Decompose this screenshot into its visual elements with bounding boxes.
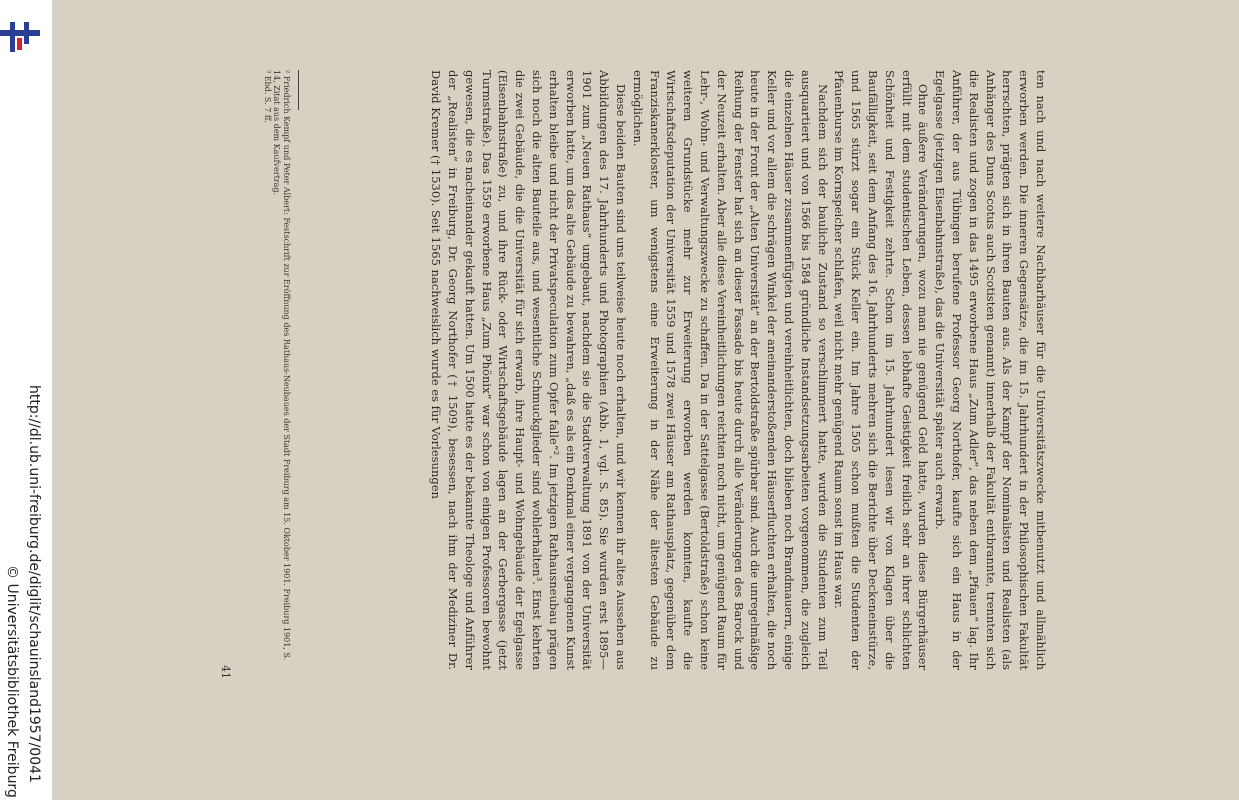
page-content-rotated — [52, 0, 1239, 740]
paragraph: Nachdem sich der bauliche Zustand so verschlimmert hatte, wurden die Studenten zum Teil ausquartiert und von 1566 bis 1584 gründliche Instandsetzungsarbeiten vorgenommen, die zugleich die einzelnen Häuser zusammenfügten und vereinheitlichten, doch blieben noch Brandmauern, einige Keller und vor allem die schrägen Winkel der aneinanderstoßenden Häuserfluchten erhalten, die noch heute in der Front der „Alten Universität“ an der Bertoldstraße spürbar sind. Auch die unregelmäßige Reihung der Fenster hat sich an dieser Fassade bis heute durch alle Veränderungen des Barock und der Neuzeit erhalten. Aber alle diese Vereinheitlichungen reichten noch nicht, um genügend Raum für Lehr-, Wohn- und Verwaltungszwecke zu schaffen. Da in der Sattelgasse (Bertoldstraße) schon keine weiteren Grundstücke mehr zur Erweiterung erworben werden konnten, kaufte die Wirtschaftsdeputation der Universität 1559 und 1578 zwei Häuser am Rathausplatz, gegenüber dem Franziskanerkloster, um wenigstens eine Erweiterung in der Nähe der ältesten Gebäude zu ermöglichen. — [630, 70, 830, 670]
footnotes — [263, 70, 292, 670]
viewer-sidebar — [0, 0, 52, 800]
paragraph: Diese beiden Bauten sind uns teilweise heute noch erhalten, und wir kennen ihr altes Aussehen aus Abbildungen des 17. Jahrhunderts und Photographien (Abb. 1, vgl. S. 85). Sie wurden erst 1895—1901 zum „Neuen Rathaus“ umgebaut, nachdem sie die Stadtverwaltung 1891 von der Universität erworben hatte, um das alte Gebäude zu bewahren, „daß es als ein Denkmal einer vergangenen Kunst erhalten bleibe und nicht der Privatspeculation zum Opfer falle“². Im jetzigen Rathausneubau prägen sich noch die alten Bauteile aus, und wesentliche Schmuckglieder sind wohlerhalten³. Einst kehrten die zwei Gebäude, die die Universität für sich erwarb, ihre Haupt- und Wohngebäude der Egelgasse (Eisenbahnstraße) zu, und ihre Rück- oder Wirtschaftsgebäude lagen an der Gerbergasse (jetzt Turmstraße). Das 1559 erworbene Haus „Zum Phönix“ war schon von einigen Professoren bewohnt gewesen, die es nacheinander gekauft hatten. Um 1500 hatte es der bekannte Theologe und Anführer der „Realisten“ in Freiburg, Dr. Georg Northofer († 1509), besessen, nach ihm der Mediziner Dr. David Kremer († 1530). Seit 1565 nachweislich wurde es für Vorlesungen — [429, 70, 629, 670]
body-text — [428, 70, 1049, 670]
scanned-page — [52, 0, 1239, 800]
footnote: ³ Ebd. S. 7 ff. — [263, 70, 272, 123]
footnote: ² Friedrich Kempf und Peter Albert: Festschrift zur Eröffnung des Rathaus-Neubaues der Stadt Freiburg am 15. Oktober 1901. Freiburg 1901, S. 14, Zitat aus dem Kaufvertrag. — [272, 70, 291, 661]
paragraph: ten nach und nach weitere Nachbarhäuser für die Universitätszwecke mitbenutzt und allmählich erworben werden. Die inneren Gegensätze, die im 15. Jahrhundert in der Philosophischen Fakultät herrschten, prägten sich in ihren Bauten aus. Als der Kampf der Nominalisten und Realisten (als Anhänger des Duns Scotus auch Scotisten genannt) innerhalb der Fakultät entbrannte, trennten sich die Realisten und zogen in das 1495 erworbene Haus „Zum Adler“, das neben dem „Pfauen“ lag. Ihr Anführer, der aus Tübingen berufene Professor Georg Northofer, kaufte sich ein Haus in der Egelgasse (jetzigen Eisenbahnstraße), das die Universität später auch erwarb. — [933, 70, 1048, 670]
university-logo-icon — [0, 22, 42, 52]
paragraph: Ohne äußere Veränderungen, wozu man nie genügend Geld hatte, wurden diese Bürgerhäuser erfüllt mit dem studentischen Leben, dessen lebhafte Geistigkeit freilich sehr an ihrer schlichten Schönheit und Festigkeit zehrte. Schon im 15. Jahrhundert lesen wir von Klagen über die Baufälligkeit, seit dem Anfang des 16. Jahrhunderts mehren sich die Berichte über Deckeneinstürze, und 1565 stürzt sogar ein Stück Keller ein. Im Jahre 1505 schon mußten die Studenten der Pfauenburse im Kornspeicher schlafen, weil nicht mehr genügend Raum sonst im Haus war. — [832, 70, 931, 670]
footnote-divider — [298, 70, 299, 110]
page-number: 41 — [219, 665, 232, 679]
copyright-notice: © Universitätsbibliothek Freiburg — [4, 565, 20, 798]
page-url[interactable]: http://dl.ub.uni-freiburg.de/diglit/schauinsland1957/0041 — [26, 385, 42, 783]
